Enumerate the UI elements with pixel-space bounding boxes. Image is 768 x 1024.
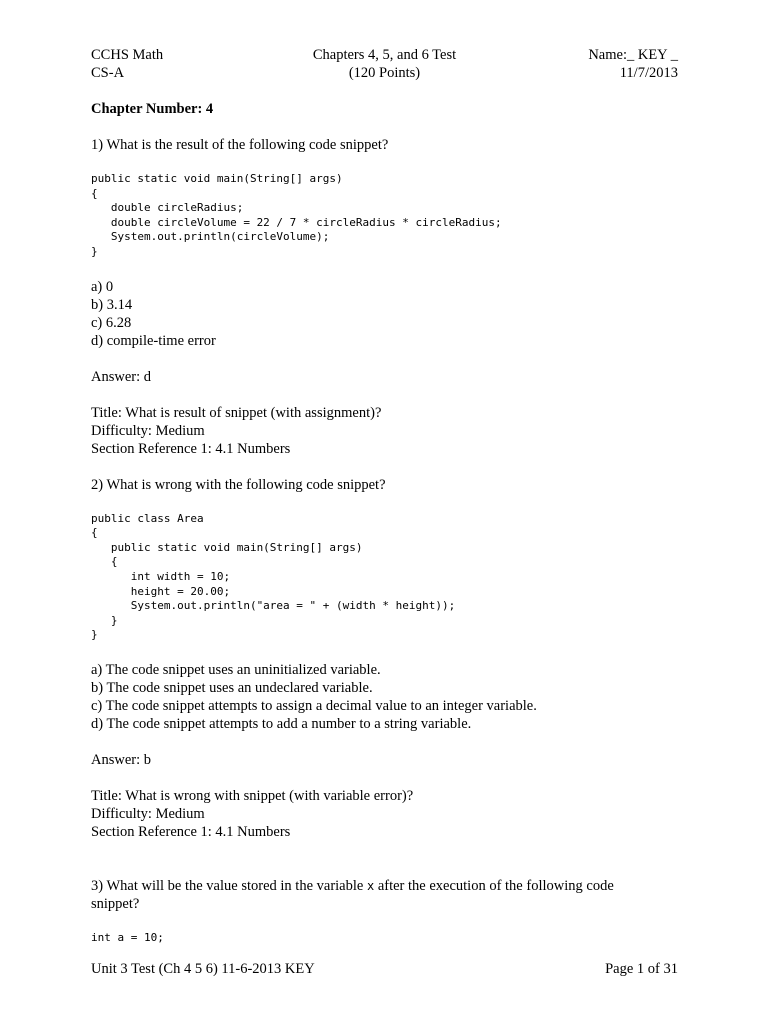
- code-line: public static void main(String[] args): [91, 540, 363, 554]
- q3-code-block: [91, 931, 678, 946]
- q1-prompt: 1) What is the result of the following code snippet?: [91, 137, 389, 153]
- code-line: {: [91, 186, 98, 200]
- code-line: double circleRadius;: [91, 201, 244, 215]
- header-right: [588, 46, 678, 82]
- q2-code-block: [91, 512, 678, 643]
- q1-option-b: b) 3.14: [91, 296, 133, 313]
- q3-prompt-line-1: 3) What will be the value stored in the variable x after the execution of the following code: [91, 877, 614, 894]
- test-date: 11/7/2013: [619, 65, 678, 81]
- code-line: System.out.println("area = " + (width * height));: [91, 599, 456, 613]
- q1-answer: Answer: d: [91, 368, 152, 385]
- q1-option-a: a) 0: [91, 278, 114, 295]
- course-name: CCHS Math: [91, 47, 164, 63]
- document-page: [91, 46, 678, 946]
- q1-title: Title: What is result of snippet (with assignment)?: [91, 404, 382, 421]
- footer-document-title: Unit 3 Test (Ch 4 5 6) 11-6-2013 KEY: [91, 961, 315, 977]
- code-line: }: [91, 244, 98, 258]
- code-line: double circleVolume = 22 / 7 * circleRadius * circleRadius;: [91, 215, 502, 229]
- q1-difficulty: Difficulty: Medium: [91, 422, 205, 439]
- q1-code-block: [91, 172, 678, 260]
- q1-option-d: d) compile-time error: [91, 332, 216, 349]
- code-line: public class Area: [91, 511, 204, 525]
- code-line: }: [91, 628, 98, 642]
- q2-option-d: d) The code snippet attempts to add a number to a string variable.: [91, 715, 472, 732]
- test-title: Chapters 4, 5, and 6 Test: [312, 47, 457, 63]
- code-line: {: [91, 555, 118, 569]
- q3-prompt-line-2: snippet?: [91, 895, 140, 912]
- chapter-heading: Chapter Number: 4: [91, 101, 214, 117]
- q2-prompt: 2) What is wrong with the following code snippet?: [91, 476, 386, 493]
- q2-difficulty: Difficulty: Medium: [91, 805, 205, 822]
- q2-section: Section Reference 1: 4.1 Numbers: [91, 823, 291, 840]
- page-header: [91, 46, 678, 82]
- code-line: System.out.println(circleVolume);: [91, 230, 330, 244]
- code-line: {: [91, 526, 98, 540]
- code-line: }: [91, 613, 118, 627]
- q1-section: Section Reference 1: 4.1 Numbers: [91, 440, 291, 457]
- course-section: CS-A: [91, 65, 125, 81]
- q1-option-c: c) 6.28: [91, 314, 132, 331]
- q2-option-a: a) The code snippet uses an uninitialized variable.: [91, 661, 381, 678]
- q2-option-c: c) The code snippet attempts to assign a decimal value to an integer variable.: [91, 697, 537, 714]
- test-points: (120 Points): [348, 65, 421, 81]
- page-number: Page 1 of 31: [605, 961, 678, 977]
- code-line: public static void main(String[] args): [91, 172, 343, 185]
- q3-variable-name: x: [366, 878, 375, 893]
- student-name: Name:_ KEY _: [588, 47, 678, 63]
- q2-title: Title: What is wrong with snippet (with variable error)?: [91, 787, 414, 804]
- q2-answer: Answer: b: [91, 751, 152, 768]
- code-line: int a = 10;: [91, 930, 164, 944]
- q2-option-b: b) The code snippet uses an undeclared variable.: [91, 679, 373, 696]
- code-line: int width = 10;: [91, 569, 231, 583]
- code-line: height = 20.00;: [91, 584, 231, 598]
